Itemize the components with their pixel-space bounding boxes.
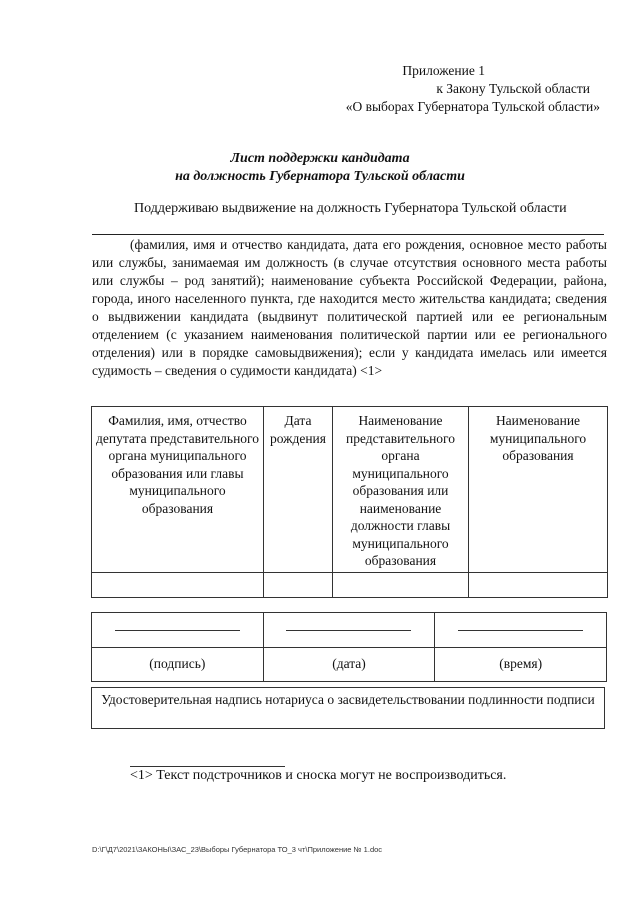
signature-label-row	[92, 647, 607, 682]
support-statement: Поддерживаю выдвижение на должность Губернатора Тульской области	[134, 201, 567, 216]
cell-full-name[interactable]	[92, 573, 264, 598]
appendix-number: Приложение 1	[402, 63, 485, 78]
signature-table	[91, 612, 607, 682]
appendix-header	[300, 62, 600, 116]
supporter-table-header	[92, 407, 608, 573]
notary-certification-box: Удостоверительная надпись нотариуса о засвидетельствовании подлинности подписи	[91, 687, 605, 729]
table-row	[92, 573, 608, 598]
document-title	[0, 150, 640, 186]
cell-body-name[interactable]	[333, 573, 469, 598]
signature-fill-row	[92, 613, 607, 648]
header-body-name: Наименование представительного органа муниципального образования или наименование должности главы муниципального образования	[333, 407, 469, 573]
footnote-separator	[130, 766, 285, 767]
signature-label: (подпись)	[92, 647, 264, 682]
candidate-info-instructions: (фамилия, имя и отчество кандидата, дата его рождения, основное место работы или службы, занимаемая им должность (в случае отсутствия основного места работы или службы – род занятий); наименование субъекта Российской Федерации, района, города, иного населенного пункта, где находится место жительства кандидата; сведения о выдвижении кандидата (выдвинут политической партией или ее региональным отделением (с указанием наименования политической партии или ее регионального отделения) или в порядке самовыдвижения); если у кандидата имелась или имеется судимость – сведения о судимости кандидата) <1>	[92, 237, 607, 378]
date-line	[286, 630, 411, 631]
cell-birth-date[interactable]	[264, 573, 333, 598]
title-line-2: на должность Губернатора Тульской области	[175, 169, 465, 184]
cell-municipality[interactable]	[469, 573, 608, 598]
time-label: (время)	[435, 647, 607, 682]
appendix-law-ref: к Закону Тульской области	[436, 81, 590, 96]
supporter-table	[91, 406, 608, 598]
candidate-fill-line	[92, 234, 604, 235]
date-field[interactable]	[263, 613, 435, 648]
title-line-1: Лист поддержки кандидата	[230, 151, 410, 166]
appendix-law-title: «О выборах Губернатора Тульской области»	[345, 99, 600, 114]
date-label: (дата)	[263, 647, 435, 682]
signature-line	[115, 630, 240, 631]
header-birth-date: Дата рождения	[264, 407, 333, 573]
file-path: D:\Г\Д7\2021\ЗАКОНЫ\ЗАС_23\Выборы Губернатора ТО_3 чт\Приложение № 1.doc	[92, 845, 383, 854]
time-line	[458, 630, 583, 631]
footnote: <1> Текст подстрочников и сноска могут не воспроизводиться.	[130, 768, 507, 783]
header-full-name: Фамилия, имя, отчество депутата представительного органа муниципального образования или главы муниципального образования	[92, 407, 264, 573]
signature-field[interactable]	[92, 613, 264, 648]
time-field[interactable]	[435, 613, 607, 648]
header-municipality: Наименование муниципального образования	[469, 407, 608, 573]
